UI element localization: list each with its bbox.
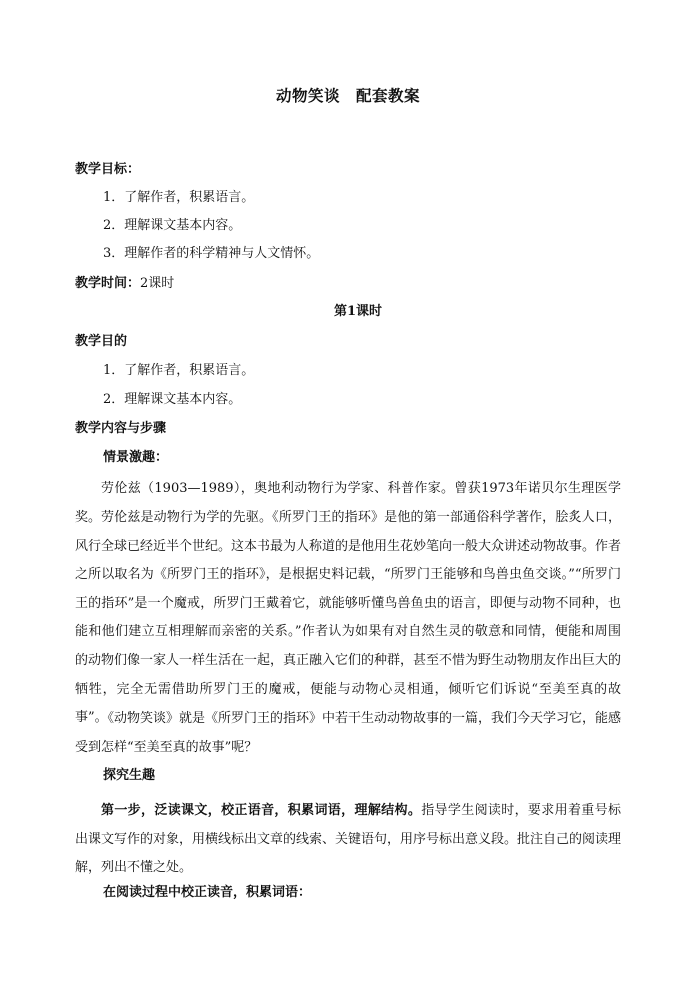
explore-heading: 探究生趣 — [103, 768, 156, 783]
objective-item: 1．了解作者，积累语言。 — [103, 190, 255, 205]
step1-bold: 第一步，泛读课文，校正语音，积累词语，理解结构。 — [101, 803, 422, 818]
teaching-time — [75, 275, 174, 293]
objective-item: 3．理解作者的科学精神与人文情怀。 — [103, 246, 320, 261]
steps-heading: 教学内容与步骤 — [75, 421, 167, 436]
intro-heading: 情景激趣： — [103, 450, 169, 465]
objective-item: 2．理解课文基本内容。 — [103, 218, 242, 233]
lesson-heading: 第1课时 — [333, 304, 383, 319]
objectives-heading: 教学目标： — [75, 162, 141, 177]
purpose-heading: 教学目的 — [75, 334, 128, 349]
teaching-time-label: 教学时间： — [75, 276, 141, 291]
purpose-item: 2．理解课文基本内容。 — [103, 392, 242, 407]
step1-text: 指导学生阅读时，要求用着重号标出课文写作的对象，用横线标出文章的线索、关键语句，用序号标出意义段。批注自己的阅读理解，列出不懂之处。 — [75, 803, 622, 876]
paragraph-question: 《动物笑谈》就是《所罗门王的指环》中若干生动动物故事的一篇，我们今天学习它，能感受到怎样“至美至真的故事”呢？ — [75, 711, 622, 755]
purpose-item: 1．了解作者，积累语言。 — [103, 363, 255, 378]
step1-paragraph — [75, 797, 621, 883]
document-title: 动物笑谈 配套教案 — [275, 86, 420, 105]
paragraph-book: 劳伦兹是动物行为学的先驱。《所罗门王的指环》是他的第一部通俗科学著作，脍炙人口，风行全球已经近半个世纪。这本书最为人称道的是他用生花妙笔向一般大众讲述动物故事。作者之所以取名为《所罗门王的指环》，是根据史料记载，“所罗门王能够和鸟兽虫鱼交谈。”“所罗门王的指环”是一个魔戒，所罗门王戴着它，就能够听懂鸟兽鱼虫的语言，即便与动物不同种，也能和他们建立互相理解而亲密的关系。”作者认为如果有对自然生灵的敬意和同情，便能和周围的动物们像一家人一样生活在一起，真正融入它们的种群，甚至不惜为野生动物朋友作出巨大的牺牲，完全无需借助所罗门王的魔戒，便能与动物心灵相通，倾听它们诉说“至美至真的故事”。 — [75, 510, 622, 726]
paragraph-author: 劳伦兹（1903—1989），奥地利动物行为学家、科普作家。曾获1973年诺贝尔生理医学奖。 — [75, 481, 621, 525]
teaching-time-value: 2课时 — [140, 276, 175, 291]
reading-heading: 在阅读过程中校正读音，积累词语： — [103, 885, 312, 900]
